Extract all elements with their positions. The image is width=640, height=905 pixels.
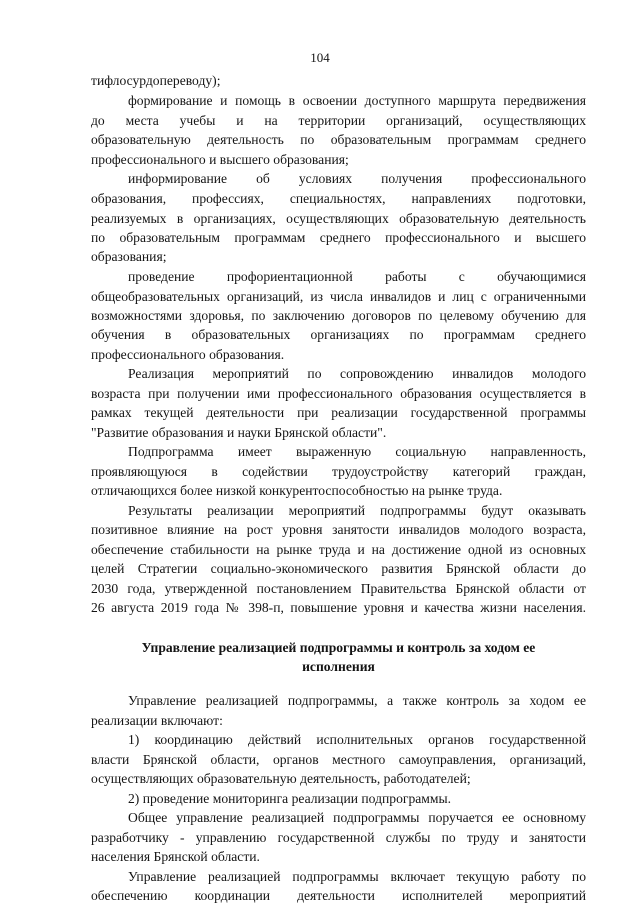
text-line: отличающихся более низкой конкурентоспособностью на рынке труда.	[91, 483, 503, 498]
text-line: 1) координацию действий исполнительных органов государственной	[128, 732, 586, 747]
text-line: разработчику - управлению государственной службы по труду и занятости	[91, 830, 586, 845]
text-line: населения Брянской области.	[91, 849, 260, 864]
text-line: власти Брянской области, органов местного самоуправления, организаций,	[91, 752, 586, 767]
section-heading-line: исполнения	[302, 659, 375, 674]
text-line: позитивное влияние на рост уровня занятости инвалидов молодого возраста,	[91, 522, 586, 537]
text-line: возможностями здоровья, по заключению договоров по целевому обучению для	[91, 308, 586, 323]
text-line: Общее управление реализацией подпрограммы поручается ее основному	[128, 810, 586, 825]
text-line: проведение профориентационной работы с обучающимися	[128, 269, 586, 284]
text-line: обеспечение стабильности на рынке труда и на достижение одной из основных	[91, 542, 586, 557]
text-line: возраста при получении ими профессионального образования осуществляется в	[91, 386, 586, 401]
text-line: Управление реализацией подпрограммы включает текущую работу по	[128, 869, 586, 884]
text-line: целей Стратегии социально-экономического развития Брянской области до	[91, 561, 586, 576]
text-line: профессионального образования.	[91, 347, 285, 362]
text-line: Управление реализацией подпрограммы, а также контроль за ходом ее	[128, 693, 586, 708]
text-line: реализуемых в организациях, осуществляющих образовательную деятельность	[91, 211, 586, 226]
text-line: формирование и помощь в освоении доступного маршрута передвижения	[128, 93, 586, 108]
text-line: Подпрограмма имеет выраженную социальную направленность,	[128, 444, 586, 459]
text-line: общеобразовательных организаций, из числа инвалидов и лиц с ограниченными	[91, 289, 586, 304]
text-line: информирование об условиях получения профессионального	[128, 171, 586, 186]
text-line: образования;	[91, 249, 167, 264]
text-line: Результаты реализации мероприятий подпрограммы будут оказывать	[128, 503, 586, 518]
text-line: обеспечению координации деятельности исполнителей мероприятий	[91, 888, 586, 903]
page-number: 104	[310, 50, 330, 65]
text-line: тифлосурдопереводу);	[91, 73, 221, 88]
text-line: 2) проведение мониторинга реализации подпрограммы.	[128, 791, 452, 806]
section-heading-line: Управление реализацией подпрограммы и контроль за ходом ее	[141, 640, 536, 655]
text-line: Реализация мероприятий по сопровождению инвалидов молодого	[128, 366, 586, 381]
text-line: образования, профессиях, специальностях, направлениях подготовки,	[91, 191, 586, 206]
text-line: образовательную деятельность по образовательным программам среднего	[91, 132, 586, 147]
text-line: 26 августа 2019 года № 398-п, повышение уровня и качества жизни населения.	[91, 600, 586, 615]
text-line: реализации включают:	[91, 713, 223, 728]
text-line: "Развитие образования и науки Брянской области".	[91, 425, 387, 440]
text-line: проявляющуюся в содействии трудоустройству категорий граждан,	[91, 464, 586, 479]
text-line: профессионального и высшего образования;	[91, 152, 349, 167]
text-line: рамках текущей деятельности при реализации государственной программы	[91, 405, 586, 420]
text-line: осуществляющих образовательную деятельность, работодателей;	[91, 771, 471, 786]
text-line: обучения в образовательных организациях по программам среднего	[91, 327, 586, 342]
text-line: до места учебы и на территории организаций, осуществляющих	[91, 113, 586, 128]
text-line: 2030 года, утвержденной постановлением Правительства Брянской области от	[91, 581, 586, 596]
text-line: по образовательным программам среднего профессионального и высшего	[91, 230, 586, 245]
